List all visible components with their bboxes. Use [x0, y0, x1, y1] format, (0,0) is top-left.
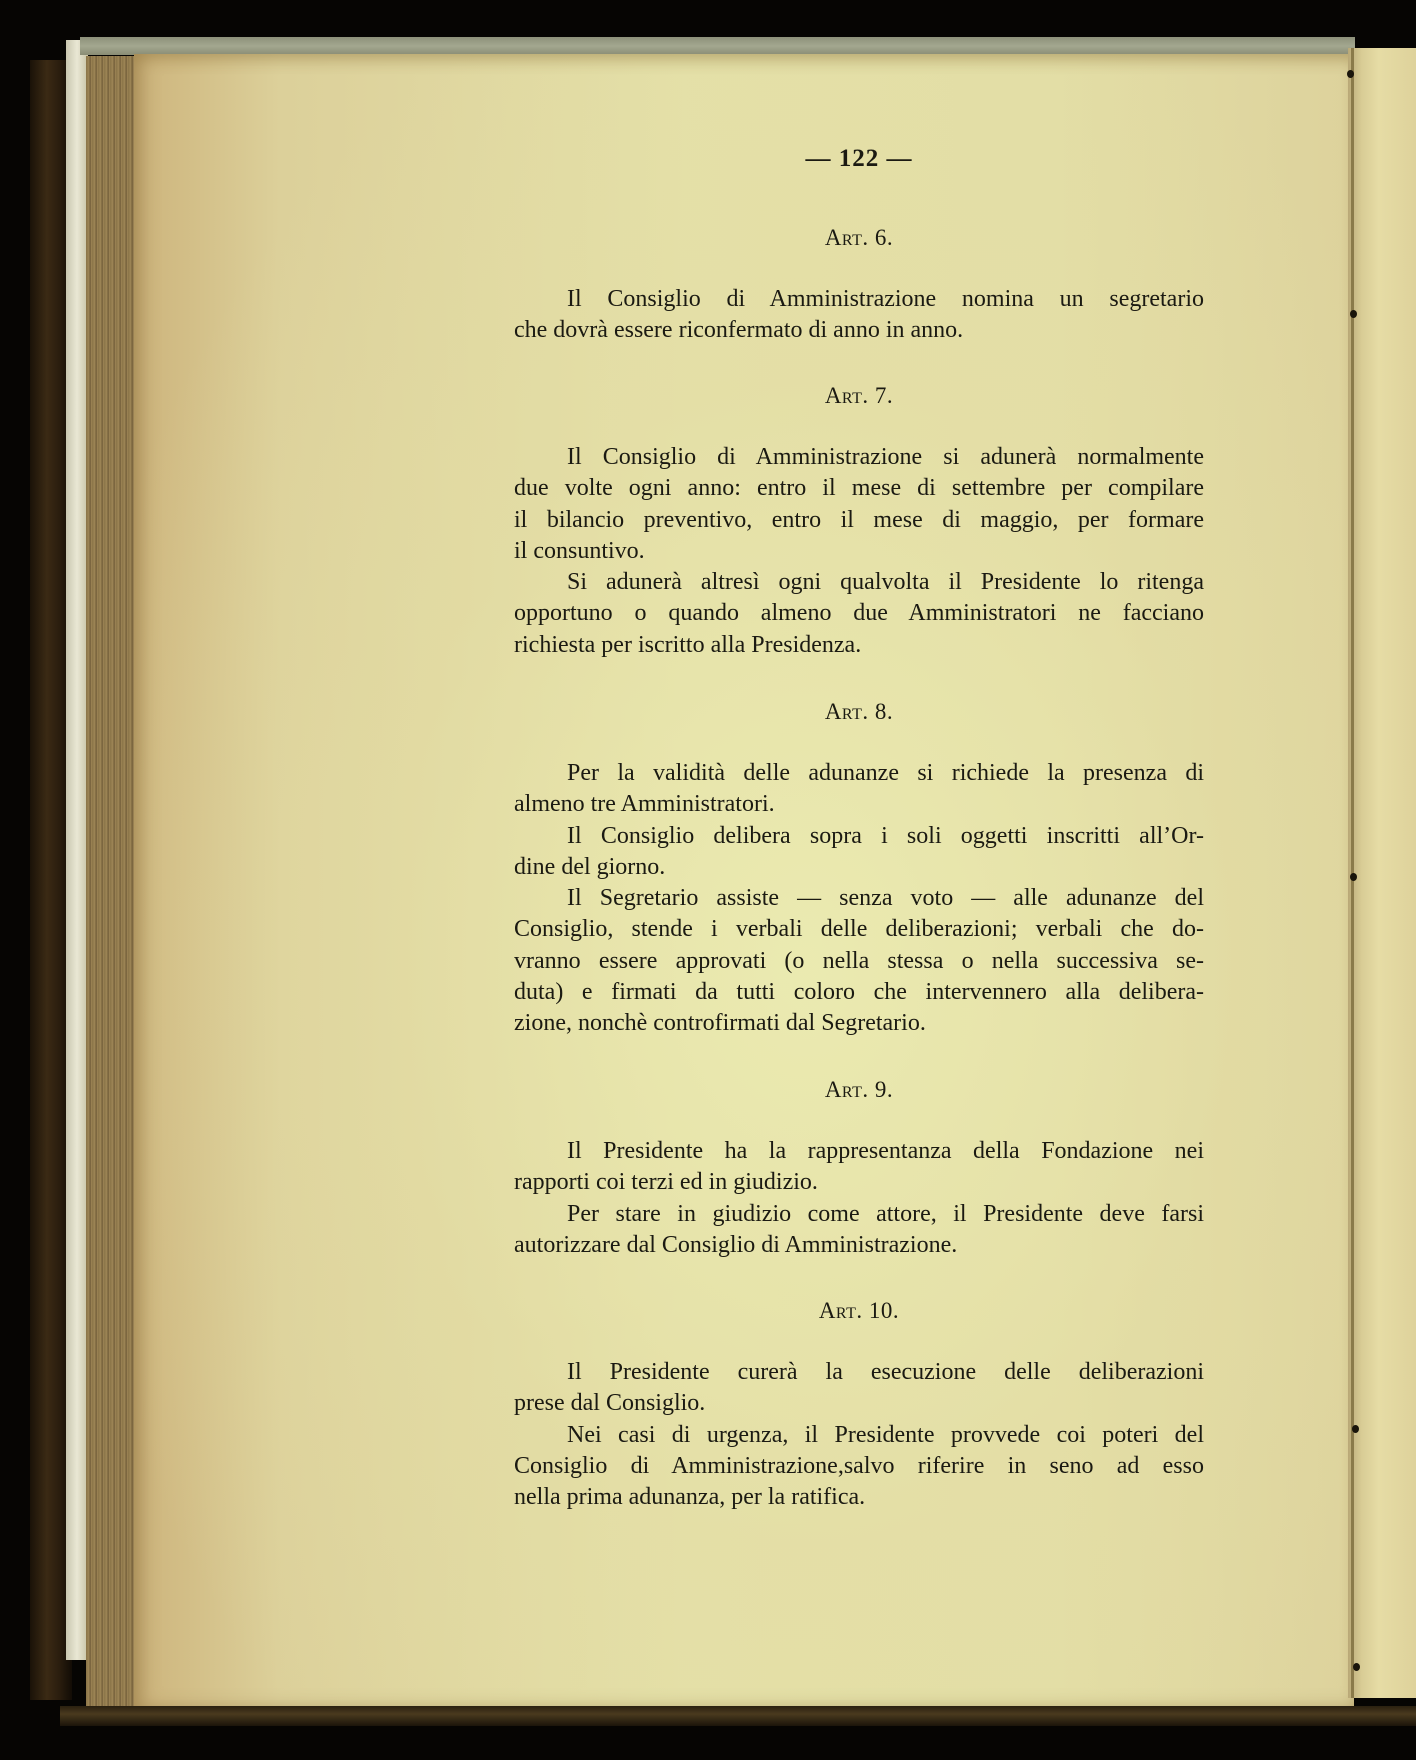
binding-hole-mark — [1347, 70, 1354, 78]
text-line: richiesta per iscritto alla Presidenza. — [514, 631, 862, 658]
text-line: Il Presidente ha la rappresentanza della Fondazione nei — [567, 1138, 1204, 1164]
gutter-next-page — [1348, 48, 1416, 1698]
paragraph — [514, 883, 1204, 1039]
text-line: Per la validità delle adunanze si richiede la presenza di — [567, 760, 1204, 786]
paragraph — [514, 442, 1204, 567]
endpaper-top — [80, 37, 1355, 55]
paragraph — [514, 567, 1204, 661]
text-line: autorizzare dal Consiglio di Amministrazione. — [514, 1231, 958, 1258]
text-line: opportuno o quando almeno due Amministratori ne facciano — [514, 600, 1204, 627]
text-line: il bilancio preventivo, entro il mese di maggio, per formare — [514, 506, 1204, 533]
article-10 — [514, 1295, 1204, 1513]
article-heading: Art. 9. — [824, 1077, 894, 1102]
text-line: nella prima adunanza, per la ratifica. — [514, 1484, 866, 1511]
book-bottom-edge — [60, 1706, 1416, 1726]
page-number: — 122 — — [805, 145, 913, 172]
binding-hole-mark — [1352, 1425, 1359, 1433]
text-line: zione, nonchè controfirmati dal Segretario. — [514, 1010, 926, 1037]
binding-hole-mark — [1350, 873, 1357, 881]
text-line: Per stare in giudizio come attore, il Presidente deve farsi — [567, 1200, 1204, 1227]
endpaper-left — [66, 40, 88, 1660]
paragraph — [514, 821, 1204, 884]
text-line: due volte ogni anno: entro il mese di settembre per compilare — [514, 475, 1204, 502]
paragraph — [514, 284, 1204, 347]
text-line: Il Consiglio di Amministrazione si adunerà normalmente — [567, 444, 1204, 470]
text-line: prese dal Consiglio. — [514, 1390, 706, 1417]
article-heading: Art. 10. — [818, 1298, 900, 1323]
text-line: il consuntivo. — [514, 537, 645, 564]
text-line: Nei casi di urgenza, il Presidente provvede coi poteri del — [567, 1421, 1204, 1448]
paragraph — [514, 1420, 1204, 1514]
text-line: Il Consiglio delibera sopra i soli oggetti inscritti all’Or- — [567, 822, 1204, 849]
binding-hole-mark — [1350, 310, 1357, 318]
article-7 — [514, 380, 1204, 661]
article-6 — [514, 222, 1204, 347]
text-line: dine del giorno. — [514, 853, 666, 880]
binding-hole-mark — [1353, 1663, 1360, 1671]
text-line: Si adunerà altresì ogni qualvolta il Presidente lo ritenga — [567, 569, 1204, 596]
text-line: che dovrà essere riconfermato di anno in anno. — [514, 317, 964, 344]
paragraph — [514, 1357, 1204, 1420]
article-8 — [514, 696, 1204, 1040]
text-line: almeno tre Amministratori. — [514, 791, 775, 818]
text-line: duta) e firmati da tutti coloro che intervennero alla delibera- — [514, 979, 1204, 1006]
text-line: Il Presidente curerà la esecuzione delle deliberazioni — [567, 1359, 1204, 1385]
paragraph — [514, 1199, 1204, 1262]
text-line: Consiglio, stende i verbali delle deliberazioni; verbali che do- — [514, 916, 1204, 943]
text-line: rapporti coi terzi ed in giudizio. — [514, 1169, 818, 1196]
article-heading: Art. 6. — [824, 225, 894, 250]
text-line: vranno essere approvati (o nella stessa o nella successiva se- — [514, 947, 1204, 974]
paragraph — [514, 758, 1204, 821]
article-9 — [514, 1074, 1204, 1261]
text-line: Il Segretario assiste — senza voto — alle adunanze del — [567, 885, 1204, 912]
page-stack-edges — [86, 56, 136, 1706]
article-heading: Art. 7. — [824, 383, 894, 408]
article-heading: Art. 8. — [824, 699, 894, 724]
paragraph — [514, 1136, 1204, 1199]
text-line: Il Consiglio di Amministrazione nomina un segretario — [567, 286, 1204, 312]
text-line: Consiglio di Amministrazione,salvo riferire in seno ad esso — [514, 1452, 1204, 1479]
